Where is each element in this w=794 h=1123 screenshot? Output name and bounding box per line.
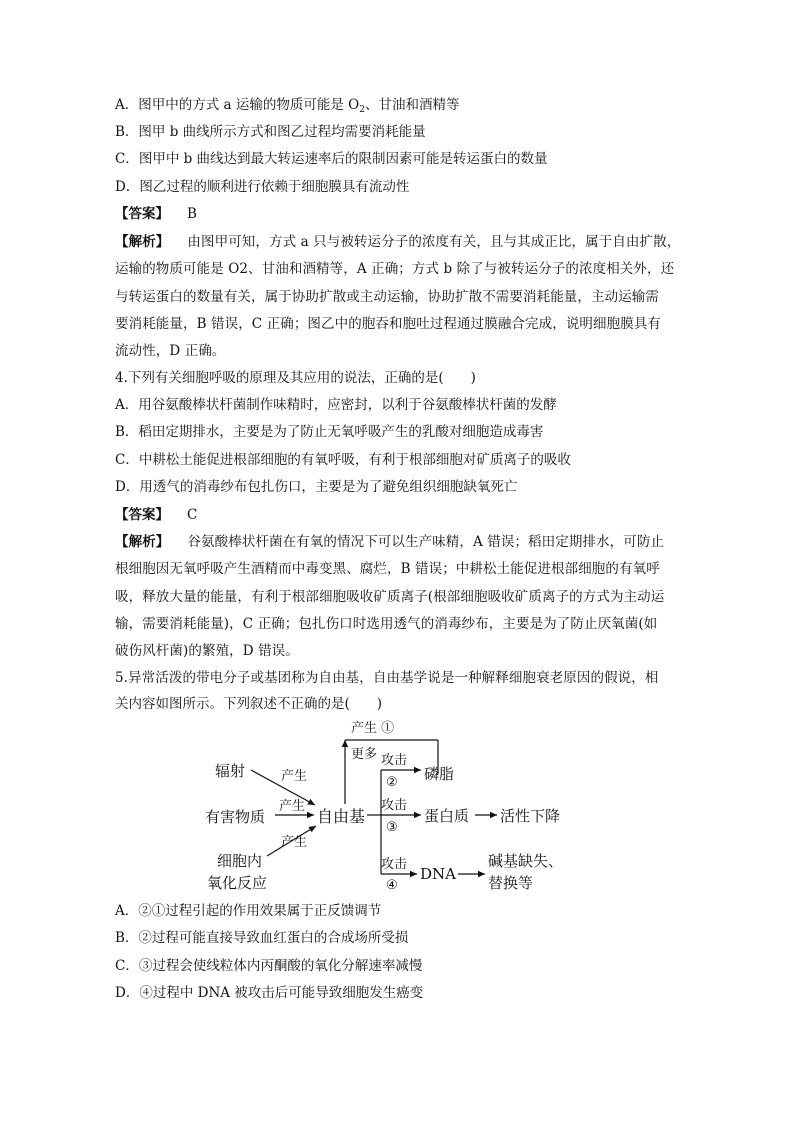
oxidation-label-line-2: 氧化反应 — [207, 874, 268, 892]
base-change-label-2: 替换等 — [488, 874, 534, 892]
q3-answer-label: 【答案】 — [115, 206, 169, 222]
q3-option-d: D．图乙过程的顺利进行依赖于细胞膜具有流动性 — [115, 179, 410, 195]
free-radical-node: 自由基 — [317, 807, 366, 826]
q4-analysis-line-5: 破伤风杆菌)的繁殖，D 错误。 — [115, 643, 299, 659]
q3-option-b: B．图甲 b 曲线所示方式和图乙过程均需要消耗能量 — [115, 124, 426, 140]
attack-label-3: 攻击 — [381, 798, 408, 813]
q4-analysis-line-4: 输，需要消耗能量)，C 正确；包扎伤口时选用透气的消毒纱布，主要是为了防止厌氧菌(如 — [115, 616, 658, 632]
protein-node: 蛋白质 — [424, 807, 470, 825]
q4-option-b: B．稻田定期排水，主要是为了防止无氧呼吸产生的乳酸对细胞造成毒害 — [115, 424, 544, 440]
step-number-3: ③ — [386, 820, 398, 835]
dna-node: DNA — [420, 865, 456, 883]
q4-answer: 【答案】 C — [115, 507, 198, 523]
q3-option-a: A．图甲中的方式 a 运输的物质可能是 $O_2$、甘油和酒精等 — [115, 97, 460, 115]
q5-option-a: A．②①过程引起的作用效果属于正反馈调节 — [115, 903, 382, 919]
q5-option-d: D．④过程中 DNA 被攻击后可能导致细胞发生癌变 — [115, 985, 424, 1001]
q5-stem-line-2: 关内容如图所示。下列叙述不正确的是( ) — [115, 696, 383, 712]
q3-option-c: C．图甲中 b 曲线达到最大转运速率后的限制因素可能是转运蛋白的数量 — [115, 151, 548, 167]
q3-analysis-line-4: 要消耗能量，B 错误，C 正确；图乙中的胞吞和胞吐过程通过膜融合完成，说明细胞膜具有 — [115, 316, 662, 332]
phospholipid-node: 磷脂 — [424, 765, 455, 783]
q4-option-c: C．中耕松土能促进根部细胞的有氧呼吸，有利于根部细胞对矿质离子的吸收 — [115, 452, 571, 468]
harmful-substance-label: 有害物质 — [205, 808, 266, 826]
q3-analysis-line-5: 流动性，D 正确。 — [115, 343, 226, 359]
q4-analysis-line-3: 吸，释放大量的能量，有利于根部细胞吸收矿质离子(根部细胞吸收矿质离子的方式为主动运 — [115, 589, 665, 605]
activity-down-node: 活性下降 — [500, 807, 561, 825]
q4-option-a: A．用谷氨酸棒状杆菌制作味精时，应密封，以利于谷氨酸棒状杆菌的发酵 — [115, 397, 557, 413]
produce-label-1: 产生 — [281, 769, 308, 784]
q4-analysis-line-1: 【解析】 谷氨酸棒状杆菌在有氧的情况下可以生产味精，A 错误；稻田定期排水，可防止 — [115, 534, 665, 550]
produce-label-2: 产生 — [279, 799, 306, 814]
oxidation-label-line-1: 细胞内 — [217, 852, 263, 870]
attack-label-2: 攻击 — [381, 753, 408, 768]
q3-answer-value: B — [187, 206, 197, 222]
base-change-label-1: 碱基缺失、 — [488, 852, 564, 870]
q5-option-c: C．③过程会使线粒体内丙酮酸的氧化分解速率减慢 — [115, 958, 423, 974]
radiation-label: 辐射 — [215, 762, 246, 780]
q4-analysis-line-2: 根细胞因无氧呼吸产生酒精而中毒变黑、腐烂，B 错误；中耕松土能促进根部细胞的有氧呼 — [115, 561, 660, 577]
q3-answer — [115, 204, 197, 224]
attack-label-4: 攻击 — [381, 857, 408, 872]
q3-analysis-line-1: 【解析】 由图甲可知，方式 a 只与被转运分子的浓度有关，且与其成正比，属于自由扩散， — [115, 234, 681, 250]
step-number-2: ② — [386, 775, 398, 790]
produce-label-3: 产生 — [281, 835, 308, 850]
q5-stem-line-1: 5.异常活泼的带电分子或基团称为自由基，自由基学说是一种解释细胞衰老原因的假说，相 — [115, 670, 659, 686]
q3-analysis-line-2: 运输的物质可能是 O2、甘油和酒精等，A 正确；方式 b 除了与被转运分子的浓度相关外，还 — [115, 261, 675, 277]
produce-more-label-1: 产生 ① — [351, 721, 395, 736]
q3-analysis-line-3: 与转运蛋白的数量有关，属于协助扩散或主动运输，协助扩散不需要消耗能量，主动运输需 — [115, 289, 659, 305]
step-number-4: ④ — [386, 878, 398, 893]
q5-option-b: B．②过程可能直接导致血红蛋白的合成场所受损 — [115, 930, 409, 946]
free-radical-diagram — [195, 718, 595, 900]
q4-option-d: D．用透气的消毒纱布包扎伤口，主要是为了避免组织细胞缺氧死亡 — [115, 479, 518, 495]
produce-more-label-2: 更多 — [351, 747, 378, 762]
q4-stem: 4.下列有关细胞呼吸的原理及其应用的说法，正确的是( ) — [115, 370, 476, 386]
